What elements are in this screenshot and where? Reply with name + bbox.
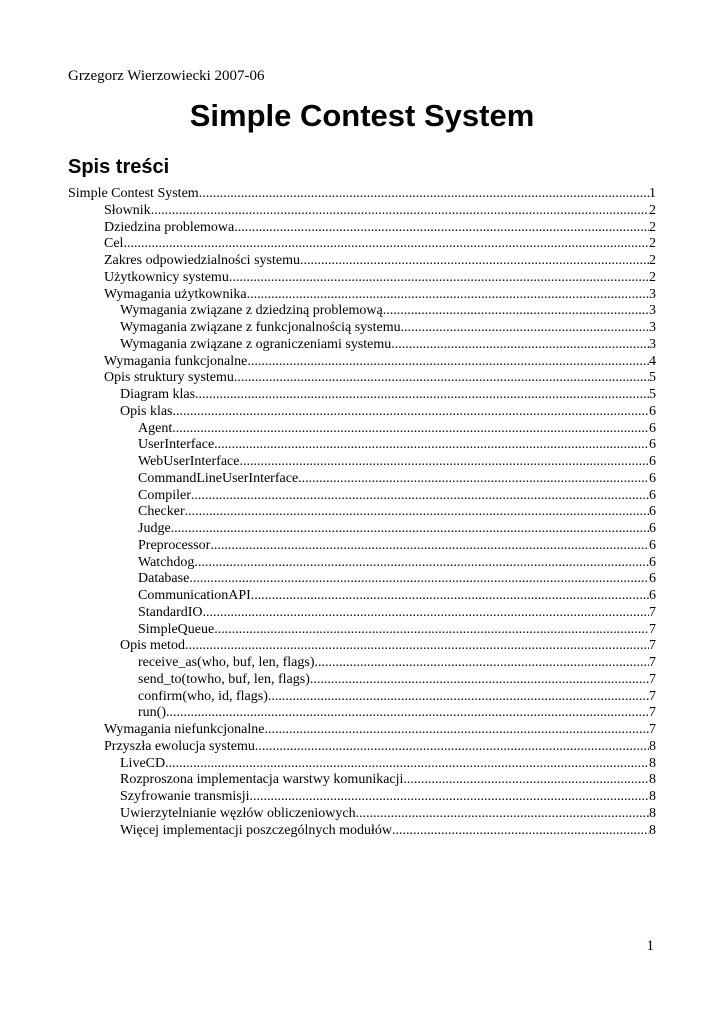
toc-entry[interactable] — [68, 404, 656, 421]
toc-entry[interactable] — [68, 303, 656, 320]
toc-entry-label: Simple Contest System — [68, 186, 199, 201]
toc-entry-page: 3 — [649, 320, 656, 335]
toc-entry-page: 3 — [649, 303, 656, 319]
toc-entry-label: Uwierzytelnianie węzłów obliczeniowych — [120, 805, 356, 821]
toc-entry-label: Słownik — [104, 202, 151, 218]
toc-entry-page: 7 — [649, 638, 656, 654]
toc-dot-leader — [166, 705, 649, 722]
toc-entry[interactable] — [68, 722, 656, 739]
toc-entry-label: confirm(who, id, flags) — [138, 688, 268, 704]
toc-dot-leader — [300, 253, 649, 270]
toc-dot-leader — [165, 756, 649, 773]
toc-entry[interactable] — [68, 504, 656, 521]
table-of-contents — [68, 186, 656, 839]
toc-entry-page: 6 — [649, 571, 656, 587]
toc-dot-leader — [401, 320, 649, 337]
toc-entry-label: Przyszła ewolucja systemu — [104, 738, 255, 754]
toc-entry-page: 7 — [649, 705, 656, 721]
toc-entry-page: 6 — [649, 454, 656, 469]
toc-entry-page: 6 — [649, 403, 656, 419]
toc-entry-label: LiveCD — [120, 755, 166, 771]
toc-entry-page: 6 — [649, 487, 656, 503]
toc-entry-page: 8 — [649, 772, 656, 788]
toc-entry[interactable] — [68, 370, 656, 387]
toc-dot-leader — [264, 722, 649, 739]
toc-entry-label: Zakres odpowiedzialności systemu — [104, 253, 300, 268]
toc-entry[interactable] — [68, 421, 656, 438]
toc-entry-page: 7 — [649, 722, 656, 737]
toc-entry-label: Cel — [104, 236, 124, 252]
toc-entry-page: 6 — [649, 504, 656, 520]
toc-entry-page: 6 — [649, 437, 656, 453]
toc-entry[interactable] — [68, 789, 656, 806]
toc-entry-page: 5 — [649, 387, 656, 402]
toc-entry-label: Compiler — [138, 487, 191, 503]
toc-entry-page: 7 — [649, 671, 656, 687]
toc-dot-leader — [214, 437, 649, 454]
toc-entry-label: SimpleQueue — [138, 621, 215, 637]
toc-entry[interactable] — [68, 521, 656, 538]
toc-entry[interactable] — [68, 689, 656, 706]
toc-dot-leader — [172, 421, 649, 438]
toc-entry-page: 6 — [649, 420, 656, 436]
toc-dot-leader — [210, 538, 649, 555]
toc-entry-label: CommandLineUserInterface — [138, 470, 299, 486]
toc-entry-page: 3 — [649, 336, 656, 352]
toc-entry[interactable] — [68, 270, 656, 287]
toc-dot-leader — [189, 571, 649, 588]
toc-entry[interactable] — [68, 555, 656, 572]
toc-entry-page: 2 — [649, 253, 656, 268]
toc-entry-page: 7 — [649, 604, 656, 620]
toc-dot-leader — [391, 337, 649, 354]
toc-dot-leader — [234, 220, 649, 237]
toc-entry-label: WebUserInterface — [138, 454, 240, 469]
toc-entry[interactable] — [68, 454, 656, 471]
toc-dot-leader — [251, 588, 649, 605]
toc-dot-leader — [403, 772, 649, 789]
toc-dot-leader — [195, 387, 649, 404]
toc-entry[interactable] — [68, 756, 656, 773]
toc-entry-label: Database — [138, 571, 190, 587]
toc-entry[interactable] — [68, 571, 656, 588]
toc-entry-label: Więcej implementacji poszczególnych modułów — [120, 822, 392, 838]
page-number: 1 — [646, 938, 654, 954]
toc-entry-page: 4 — [649, 353, 656, 369]
toc-dot-leader — [249, 789, 649, 806]
toc-entry[interactable] — [68, 705, 656, 722]
toc-entry[interactable] — [68, 588, 656, 605]
toc-entry[interactable] — [68, 387, 656, 404]
toc-entry-page: 2 — [649, 219, 656, 235]
toc-entry-page: 6 — [649, 521, 656, 536]
toc-dot-leader — [185, 504, 649, 521]
toc-entry-page: 6 — [649, 537, 656, 553]
toc-entry-label: CommunicationAPI — [138, 588, 251, 603]
toc-dot-leader — [268, 689, 649, 706]
toc-dot-leader — [214, 622, 649, 639]
toc-dot-leader — [356, 806, 649, 823]
toc-entry-label: Rozproszona implementacja warstwy komunikacji — [120, 772, 404, 788]
toc-entry-label: Judge — [138, 521, 171, 536]
toc-entry[interactable] — [68, 320, 656, 337]
toc-entry[interactable] — [68, 638, 656, 655]
toc-entry-page: 7 — [649, 688, 656, 704]
toc-entry[interactable] — [68, 605, 656, 622]
toc-entry-label: StandardIO — [138, 604, 203, 620]
toc-dot-leader — [310, 672, 649, 689]
toc-entry-label: Watchdog — [138, 554, 195, 570]
toc-dot-leader — [173, 404, 650, 421]
toc-dot-leader — [199, 186, 649, 203]
toc-dot-leader — [239, 454, 649, 471]
toc-dot-leader — [123, 236, 649, 253]
toc-heading: Spis treści — [68, 156, 170, 178]
toc-entry[interactable] — [68, 287, 656, 304]
toc-entry[interactable] — [68, 806, 656, 823]
toc-entry-label: Wymagania związane z dziedziną problemową — [120, 303, 383, 319]
toc-entry[interactable] — [68, 655, 656, 672]
toc-entry[interactable] — [68, 236, 656, 253]
toc-dot-leader — [171, 521, 649, 538]
toc-dot-leader — [392, 823, 649, 840]
toc-entry[interactable] — [68, 622, 656, 639]
toc-dot-leader — [185, 638, 649, 655]
toc-entry-label: Opis klas — [120, 403, 173, 419]
toc-dot-leader — [234, 370, 649, 387]
toc-entry-label: Szyfrowanie transmisji — [120, 789, 250, 804]
toc-dot-leader — [229, 270, 649, 287]
toc-dot-leader — [314, 655, 649, 672]
toc-entry[interactable] — [68, 823, 656, 840]
toc-entry-label: Wymagania związane z ograniczeniami systemu — [120, 336, 392, 352]
toc-entry[interactable] — [68, 437, 656, 454]
toc-entry-page: 8 — [649, 805, 656, 821]
toc-dot-leader — [203, 605, 649, 622]
toc-entry-page: 8 — [649, 738, 656, 754]
toc-entry-page: 6 — [649, 470, 656, 486]
toc-entry-page: 5 — [649, 370, 656, 386]
toc-entry-label: Agent — [138, 420, 173, 436]
toc-entry[interactable] — [68, 203, 656, 220]
author-date-line: Grzegorz Wierzowiecki 2007-06 — [68, 68, 265, 84]
toc-dot-leader — [191, 488, 649, 505]
toc-entry-label: receive_as(who, buf, len, flags) — [138, 655, 315, 670]
toc-entry-label: Diagram klas — [120, 387, 196, 402]
toc-entry-page: 3 — [649, 286, 656, 302]
toc-entry-page: 2 — [649, 202, 656, 218]
toc-entry[interactable] — [68, 772, 656, 789]
toc-entry[interactable] — [68, 672, 656, 689]
toc-entry-label: Dziedzina problemowa — [104, 219, 235, 235]
toc-entry-label: run() — [138, 705, 166, 721]
toc-entry-label: Wymagania użytkownika — [104, 286, 247, 302]
toc-dot-leader — [298, 471, 649, 488]
toc-entry-label: Wymagania funkcjonalne — [104, 353, 248, 369]
document-title: Simple Contest System — [189, 98, 535, 133]
toc-entry-label: Checker — [138, 504, 185, 520]
toc-entry-label: Wymagania niefunkcjonalne — [104, 722, 265, 737]
toc-entry[interactable] — [68, 337, 656, 354]
toc-entry-label: Opis metod — [120, 638, 185, 654]
toc-entry-page: 7 — [649, 621, 656, 637]
toc-entry-label: Preprocessor — [138, 537, 211, 553]
toc-entry-label: send_to(towho, buf, len, flags) — [138, 671, 310, 687]
toc-entry[interactable] — [68, 354, 656, 371]
toc-dot-leader — [247, 287, 649, 304]
toc-entry-label: Użytkownicy systemu — [104, 269, 229, 285]
toc-entry-label: Wymagania związane z funkcjonalnością systemu — [120, 320, 401, 335]
toc-entry-page: 8 — [649, 755, 656, 771]
toc-dot-leader — [194, 555, 649, 572]
toc-entry[interactable] — [68, 253, 656, 270]
toc-entry[interactable] — [68, 488, 656, 505]
toc-entry-page: 7 — [649, 655, 656, 670]
toc-entry-page: 8 — [649, 822, 656, 838]
toc-entry-page: 8 — [649, 789, 656, 804]
toc-entry-page: 6 — [649, 554, 656, 570]
toc-entry-page: 2 — [649, 236, 656, 252]
toc-entry-page: 2 — [649, 269, 656, 285]
toc-entry-label: UserInterface — [138, 437, 215, 453]
toc-dot-leader — [383, 303, 649, 320]
toc-entry[interactable] — [68, 220, 656, 237]
toc-entry[interactable] — [68, 471, 656, 488]
toc-dot-leader — [247, 354, 649, 371]
toc-entry[interactable] — [68, 538, 656, 555]
toc-entry[interactable] — [68, 186, 656, 203]
toc-entry-page: 6 — [649, 588, 656, 603]
toc-dot-leader — [151, 203, 649, 220]
toc-entry-label: Opis struktury systemu — [104, 370, 234, 386]
toc-dot-leader — [255, 739, 649, 756]
toc-entry-page: 1 — [649, 186, 656, 201]
toc-entry[interactable] — [68, 739, 656, 756]
